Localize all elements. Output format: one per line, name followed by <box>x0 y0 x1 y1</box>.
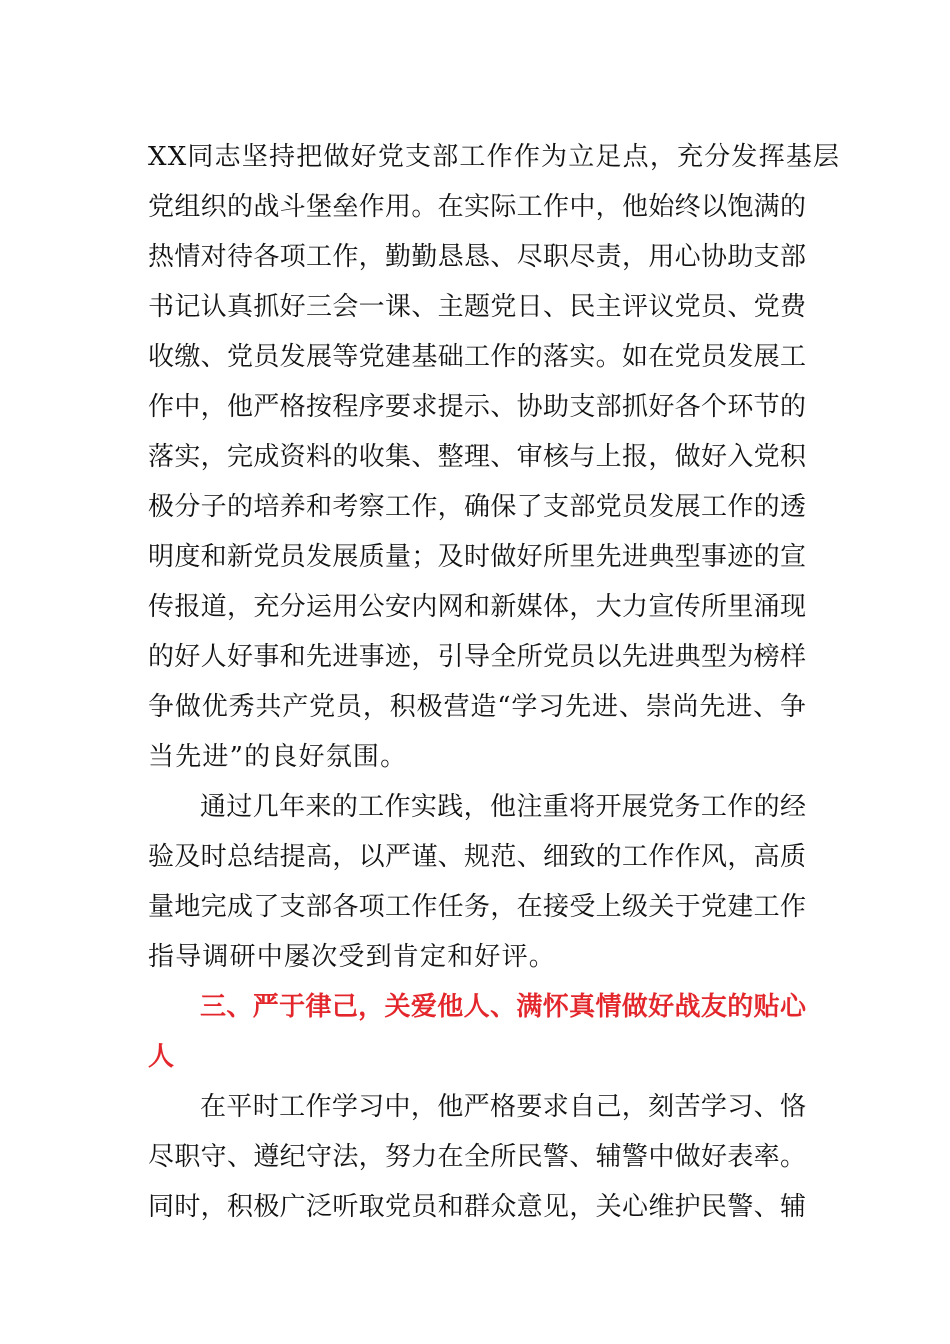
text-line: 党组织的战斗堡垒作用。在实际工作中，他始终以饱满的 <box>148 192 807 222</box>
text-line: 通过几年来的工作实践，他注重将开展党务工作的经 <box>200 792 807 822</box>
text-line: 指导调研中屡次受到肯定和好评。 <box>148 942 557 972</box>
text-line: 传报道，充分运用公安内网和新媒体，大力宣传所里涌现 <box>148 592 807 622</box>
section-heading-line: 人 <box>148 1042 175 1072</box>
text-line: 尽职守、遵纪守法，努力在全所民警、辅警中做好表率。 <box>148 1142 807 1172</box>
text-line: 明度和新党员发展质量；及时做好所里先进典型事迹的宣 <box>148 542 807 572</box>
text-line: 当先进”的良好氛围。 <box>148 742 408 772</box>
text-line: 收缴、党员发展等党建基础工作的落实。如在党员发展工 <box>148 342 807 372</box>
text-line: 争做优秀共产党员，积极营造“学习先进、崇尚先进、争 <box>148 692 807 722</box>
section-heading-line: 三、严于律己，关爱他人、满怀真情做好战友的贴心 <box>200 992 807 1022</box>
text-line: 验及时总结提高，以严谨、规范、细致的工作作风，高质 <box>148 842 807 872</box>
text-line: 同时，积极广泛听取党员和群众意见，关心维护民警、辅 <box>148 1192 807 1222</box>
text-line: 作中，他严格按程序要求提示、协助支部抓好各个环节的 <box>148 392 807 422</box>
text-line: 量地完成了支部各项工作任务，在接受上级关于党建工作 <box>148 892 807 922</box>
text-line: 热情对待各项工作，勤勤恳恳、尽职尽责，用心协助支部 <box>148 242 807 272</box>
text-line: 书记认真抓好三会一课、主题党日、民主评议党员、党费 <box>148 292 807 322</box>
text-line: 的好人好事和先进事迹，引导全所党员以先进典型为榜样 <box>148 642 807 672</box>
text-line: 落实，完成资料的收集、整理、审核与上报，做好入党积 <box>148 442 807 472</box>
text-line: 在平时工作学习中，他严格要求自己，刻苦学习、恪 <box>200 1092 807 1122</box>
text-line: 极分子的培养和考察工作，确保了支部党员发展工作的透 <box>148 492 807 522</box>
text-line: XX同志坚持把做好党支部工作作为立足点，充分发挥基层 <box>148 142 841 172</box>
